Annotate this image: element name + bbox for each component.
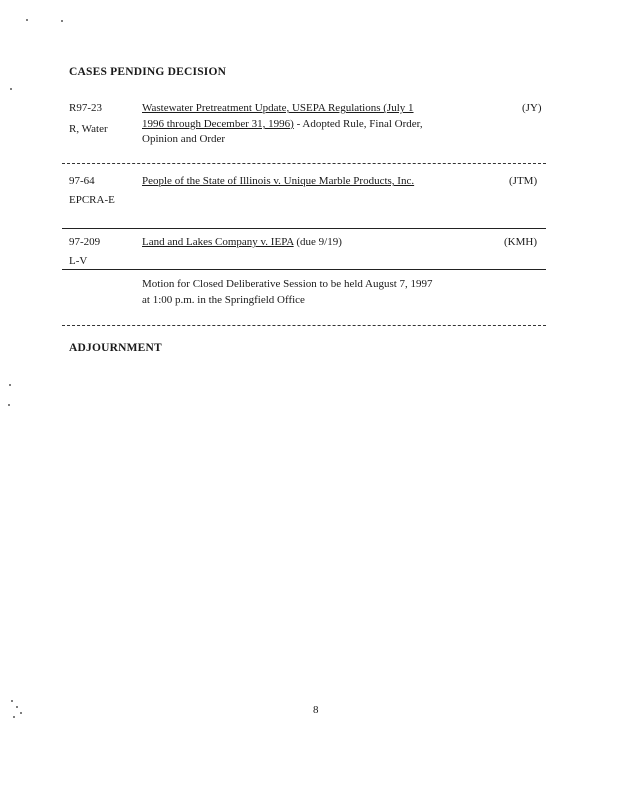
case-initials: (JY) — [522, 102, 542, 114]
case-title-line3: Opinion and Order — [142, 133, 226, 145]
scan-speck — [9, 384, 11, 386]
cases-pending-heading: CASES PENDING DECISION — [69, 66, 227, 78]
case-type: L-V — [69, 255, 88, 267]
case-title-line2 — [142, 116, 423, 132]
scan-speck — [10, 88, 12, 90]
case-type: EPCRA-E — [69, 194, 115, 206]
page-number: 8 — [313, 704, 319, 716]
case-title-line1: Wastewater Pretreatment Update, USEPA Regulations (July 1 — [142, 102, 414, 114]
case-title — [142, 234, 342, 250]
scan-speck — [13, 716, 15, 718]
divider-line — [62, 228, 546, 229]
case-title: People of the State of Illinois v. Unique Marble Products, Inc. — [142, 175, 415, 187]
case-initials: (KMH) — [504, 236, 537, 248]
divider-line — [62, 325, 546, 326]
divider-line — [62, 269, 546, 270]
case-title-line2-rest: - Adopted Rule, Final Order, — [293, 118, 423, 130]
scan-speck — [26, 19, 28, 21]
scan-speck — [61, 20, 63, 22]
case-number: 97-209 — [69, 236, 101, 248]
scan-speck — [11, 700, 13, 702]
case-type: R, Water — [69, 123, 108, 135]
case-title-underlined: Land and Lakes Company v. IEPA — [142, 236, 294, 248]
motion-line2: at 1:00 p.m. in the Springfield Office — [142, 294, 305, 306]
adjournment-heading: ADJOURNMENT — [69, 342, 162, 354]
scan-speck — [8, 404, 10, 406]
case-number: R97-23 — [69, 102, 102, 114]
case-title-line2-underlined: 1996 through December 31, 1996) — [142, 118, 294, 130]
divider-line — [62, 163, 546, 164]
case-initials: (JTM) — [509, 175, 538, 187]
scan-speck — [20, 712, 22, 714]
case-title-rest: (due 9/19) — [293, 236, 342, 248]
scan-speck — [16, 706, 18, 708]
case-number: 97-64 — [69, 175, 95, 187]
motion-line1: Motion for Closed Deliberative Session to be held August 7, 1997 — [142, 278, 433, 290]
